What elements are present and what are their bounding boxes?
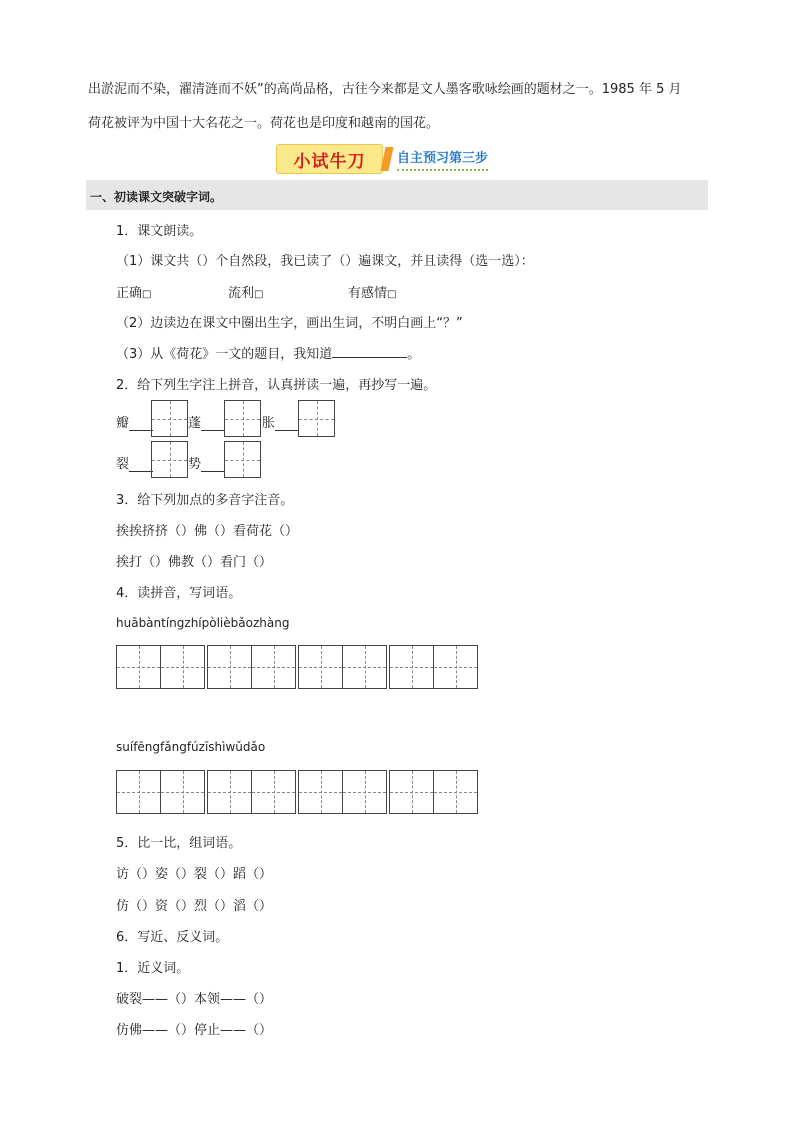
char-label: 蓬: [188, 416, 202, 431]
option-fluent[interactable]: [228, 282, 263, 301]
word-grid[interactable]: [389, 770, 478, 814]
pinyin-blank[interactable]: [201, 457, 225, 472]
intro-line-1: 出淤泥而不染，濯清涟而不妖”的高尚品格，古往今来都是文人墨客歌咏绘画的题材之一。1985 年 5 月: [88, 82, 682, 97]
word-grid[interactable]: [389, 645, 478, 689]
option-label: 正确: [116, 286, 143, 301]
char-label: 势: [188, 457, 202, 472]
section-title: 一、初读课文突破字词。: [90, 190, 223, 204]
writing-box[interactable]: [224, 441, 261, 478]
word-grid[interactable]: [116, 770, 205, 814]
q1-part1: （1）课文共（）个自然段，我已读了（）遍课文，并且读得（选一选）：: [116, 254, 534, 269]
writing-box[interactable]: [151, 400, 188, 437]
pinyin-blank[interactable]: [201, 416, 225, 431]
q1-part2: （2）边读边在课文中圈出生字，画出生词，不明白画上“？”: [116, 316, 463, 331]
q1-part3-suffix: 。: [407, 347, 421, 362]
writing-box[interactable]: [298, 400, 335, 437]
section-banner: [276, 144, 491, 172]
q6-title: 6．写近、反义词。: [116, 930, 229, 945]
option-label: 有感情: [348, 286, 388, 301]
option-label: 流利: [228, 286, 255, 301]
char-item: [116, 412, 153, 431]
q3-title: 3．给下列加点的多音字注音。: [116, 493, 294, 508]
q1-title: 1．课文朗读。: [116, 224, 203, 239]
q5-line-2: 仿（）资（）烈（）滔（）: [116, 899, 273, 914]
char-label: 裂: [116, 457, 130, 472]
q3-line-2: 挨打（）佛教（）看门（）: [116, 555, 273, 570]
q2-title: 2．给下列生字注上拼音，认真拼读一遍，再抄写一遍。: [116, 378, 437, 393]
q3-line-1: 挨挨挤挤（）佛（）看荷花（）: [116, 524, 299, 539]
char-item: [262, 412, 299, 431]
pinyin-blank[interactable]: [129, 457, 153, 472]
checkbox-icon[interactable]: □: [387, 289, 397, 300]
q6-line-1: 破裂——（）本领——（）: [116, 992, 273, 1007]
word-grid[interactable]: [298, 645, 387, 689]
checkbox-icon[interactable]: □: [254, 289, 264, 300]
word-grid[interactable]: [116, 645, 205, 689]
banner-tag: 小试牛刀: [276, 144, 383, 174]
intro-line-2: 荷花被评为中国十大名花之一。荷花也是印度和越南的国花。: [88, 116, 440, 131]
pinyin-prompt-1: huābàntíngzhípòlièbǎozhàng: [116, 616, 290, 630]
q6-line-2: 仿佛——（）停止——（）: [116, 1023, 273, 1038]
writing-box[interactable]: [224, 400, 261, 437]
checkbox-icon[interactable]: □: [142, 289, 152, 300]
banner-subtitle: 自主预习第三步: [397, 147, 488, 171]
char-item: [188, 412, 225, 431]
pinyin-blank[interactable]: [129, 416, 153, 431]
q5-line-1: 访（）姿（）裂（）蹈（）: [116, 867, 273, 882]
char-label: 胀: [262, 416, 276, 431]
option-correct[interactable]: [116, 282, 151, 301]
q1-part3-prefix: （3）从《荷花》一文的题目，我知道: [116, 347, 333, 362]
word-grid[interactable]: [298, 770, 387, 814]
q4-title: 4．读拼音，写词语。: [116, 586, 242, 601]
q6-sub-title: 1．近义词。: [116, 961, 190, 976]
word-grid[interactable]: [207, 770, 296, 814]
writing-box[interactable]: [151, 441, 188, 478]
pinyin-prompt-2: suífēngfǎngfúzīshìwǔdǎo: [116, 740, 266, 754]
char-item: [188, 453, 225, 472]
q5-title: 5．比一比，组词语。: [116, 836, 242, 851]
q1-part3: [116, 343, 420, 362]
word-grid[interactable]: [207, 645, 296, 689]
section-header: [86, 180, 708, 210]
char-item: [116, 453, 153, 472]
pinyin-blank[interactable]: [275, 416, 299, 431]
char-label: 瓣: [116, 416, 130, 431]
option-emotional[interactable]: [348, 282, 396, 301]
answer-blank[interactable]: [332, 345, 407, 358]
